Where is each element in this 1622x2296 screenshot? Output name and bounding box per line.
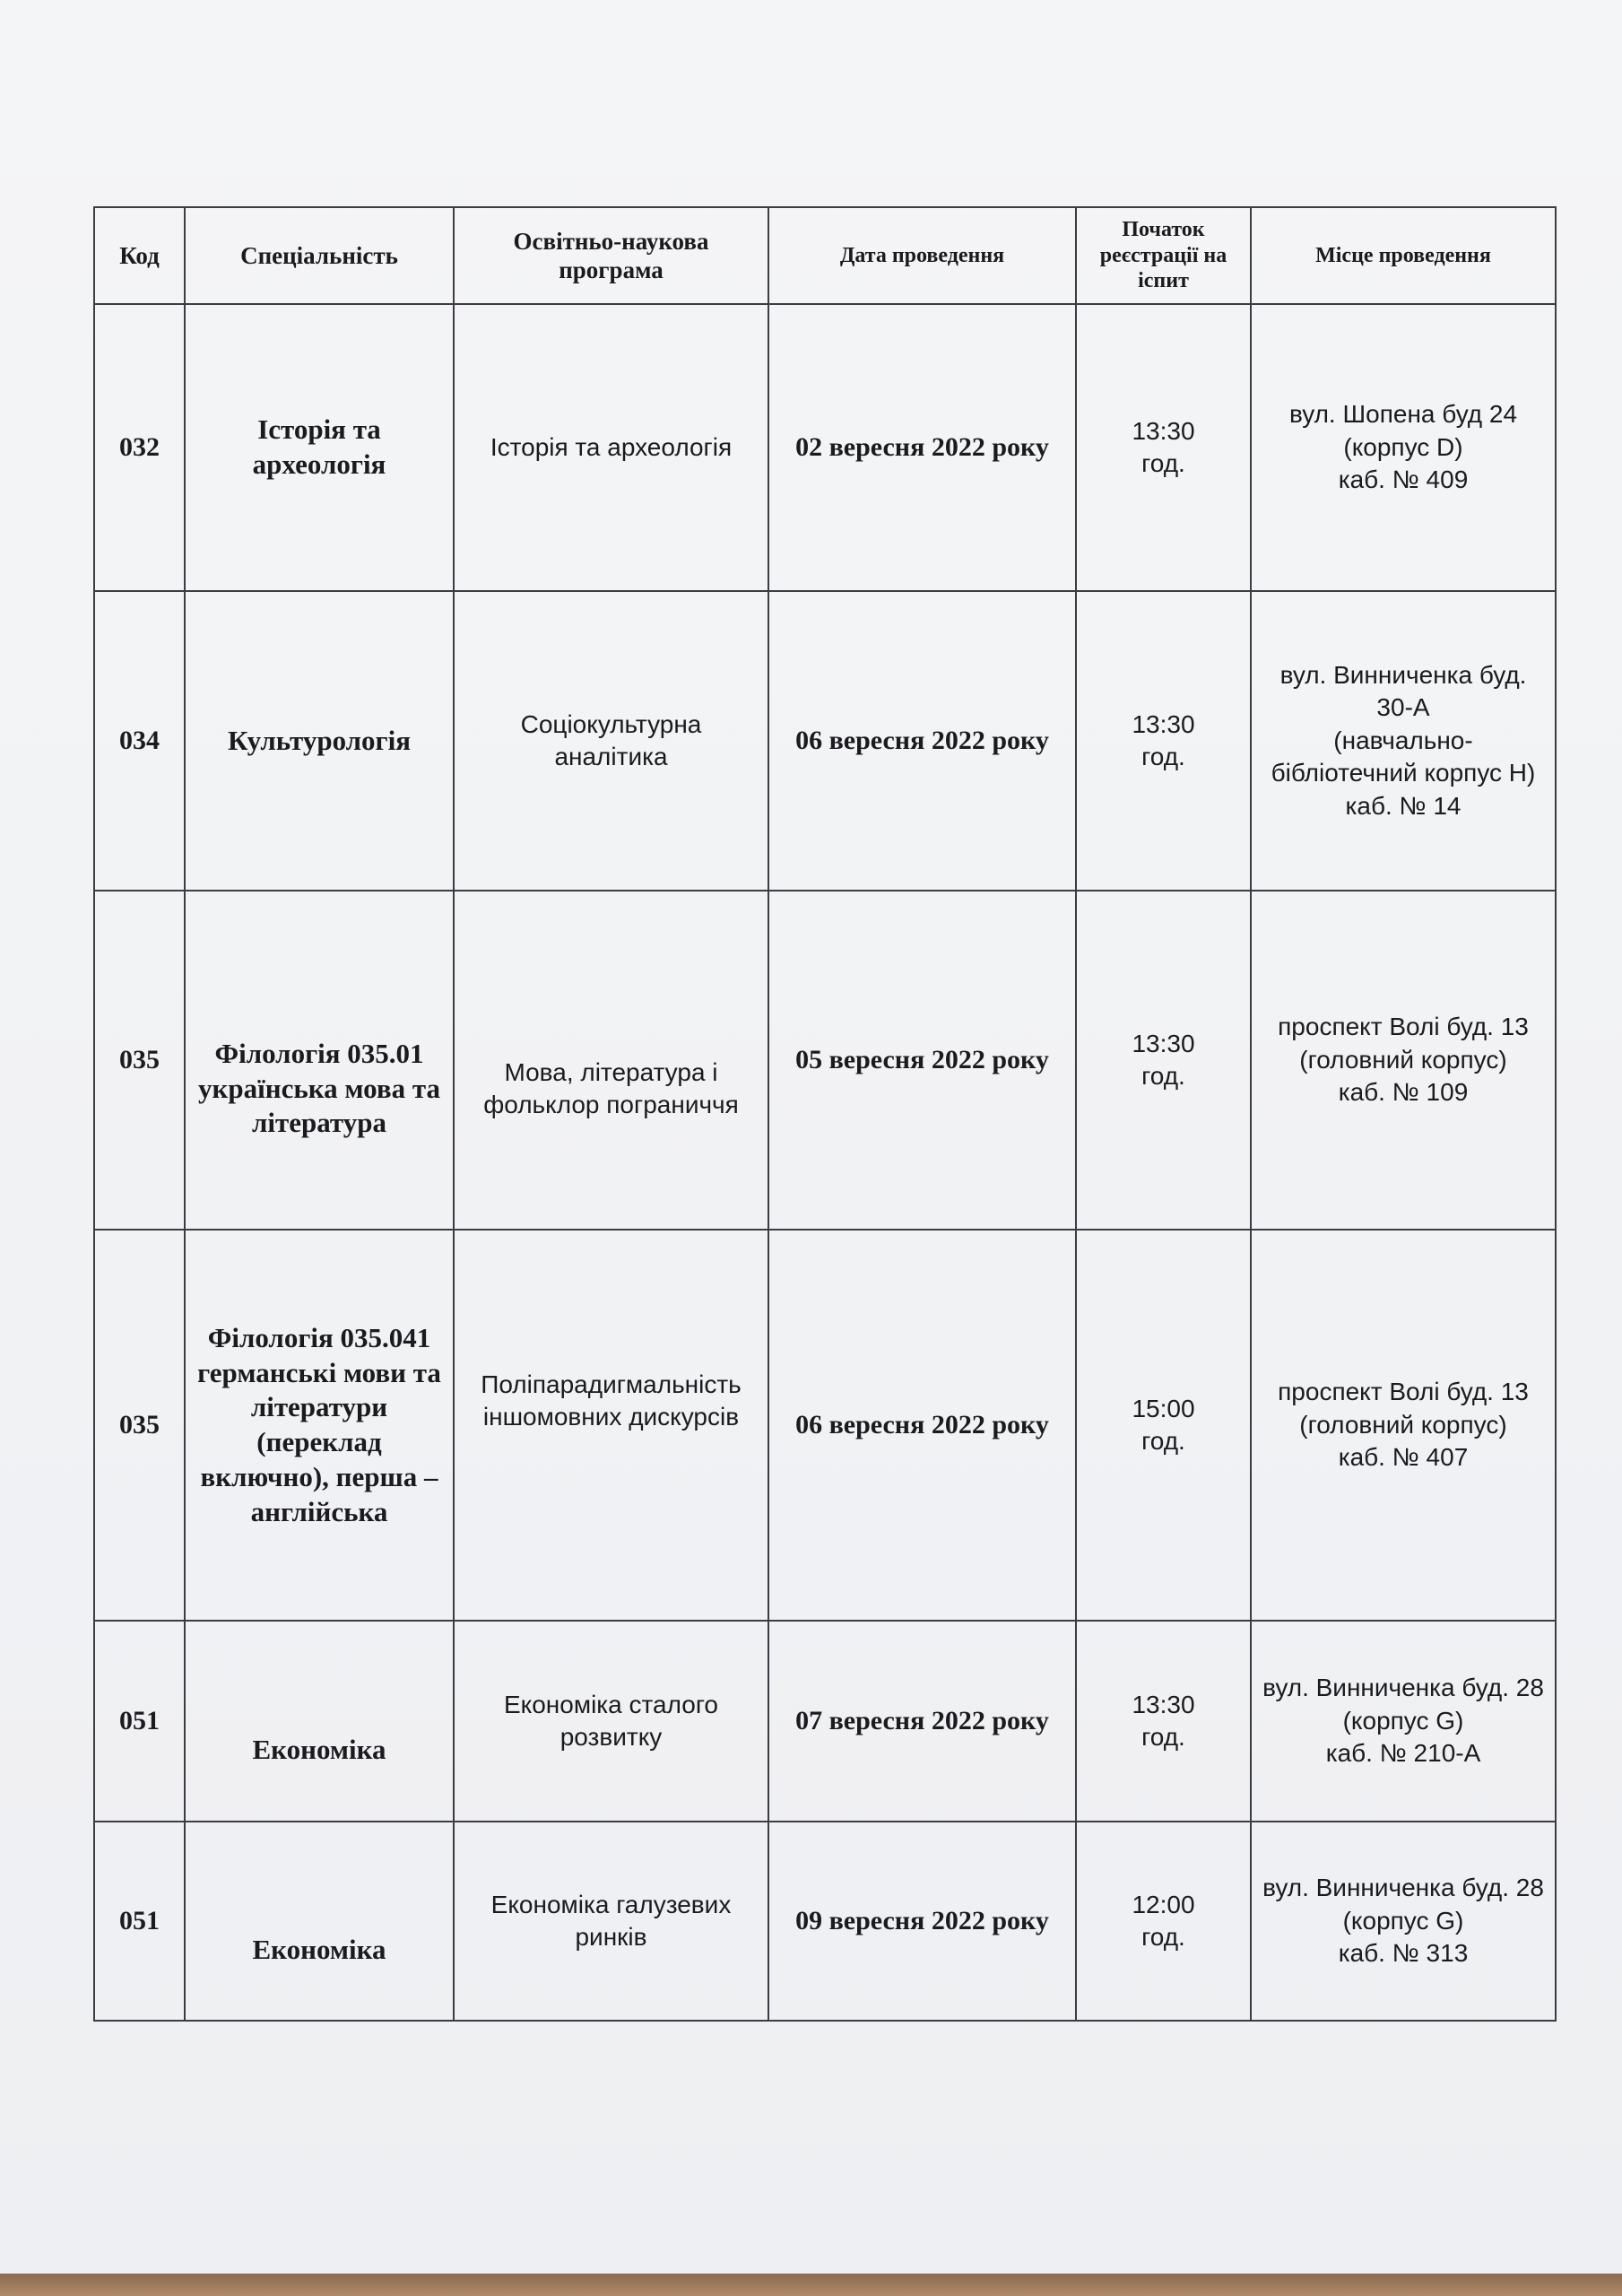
time-value: 12:00 (1132, 1890, 1195, 1918)
table-row (94, 1822, 1556, 2021)
cell-code: 032 (94, 304, 185, 591)
cell-program: Економіка галузевих ринків (454, 1822, 768, 2021)
cell-specialty: Історія та археологія (185, 304, 454, 591)
cell-place (1251, 891, 1556, 1230)
cell-date: 06 вересня 2022 року (768, 1230, 1076, 1621)
place-street: проспект Волі буд. 13 (1278, 1378, 1529, 1406)
place-building: (головний корпус) (1299, 1045, 1507, 1074)
header-specialty: Спеціальність (185, 207, 454, 304)
place-building: (корпус D) (1343, 432, 1463, 461)
header-date: Дата проведення (768, 207, 1076, 304)
time-unit: год. (1141, 449, 1185, 477)
place-room: каб. № 407 (1338, 1443, 1469, 1472)
cell-program: Мова, література і фольклор пограниччя (454, 891, 768, 1230)
header-code: Код (94, 207, 185, 304)
cell-specialty: Філологія 035.01 українська мова та література (185, 891, 454, 1230)
time-value: 13:30 (1132, 1029, 1195, 1057)
place-street: проспект Волі буд. 13 (1278, 1013, 1529, 1041)
cell-time (1076, 304, 1251, 591)
time-unit: год. (1141, 1427, 1185, 1455)
header-registration: Початок реєстрації на іспит (1076, 207, 1251, 304)
cell-place (1251, 1230, 1556, 1621)
place-room: каб. № 409 (1338, 465, 1469, 494)
cell-date: 02 вересня 2022 року (768, 304, 1076, 591)
cell-time (1076, 1230, 1251, 1621)
place-room: каб. № 14 (1345, 791, 1462, 820)
table-row (94, 1621, 1556, 1822)
cell-time (1076, 891, 1251, 1230)
place-building: (навчально-бібліотечний корпус H) (1271, 726, 1536, 787)
cell-program: Поліпарадигмальність іншомовних дискурсів (454, 1230, 768, 1621)
cell-code: 035 (94, 1230, 185, 1621)
cell-date: 07 вересня 2022 року (768, 1621, 1076, 1822)
place-building: (корпус G) (1342, 1906, 1464, 1935)
place-room: каб. № 313 (1338, 1939, 1469, 1968)
header-program: Освітньо-наукова програма (454, 207, 768, 304)
cell-place (1251, 1621, 1556, 1822)
cell-code: 051 (94, 1822, 185, 2021)
exam-schedule-table (93, 206, 1557, 2022)
header-row (94, 207, 1556, 304)
cell-code: 035 (94, 891, 185, 1230)
cell-place (1251, 304, 1556, 591)
cell-program: Соціокультурна аналітика (454, 591, 768, 891)
cell-time (1076, 591, 1251, 891)
header-place: Місце проведення (1251, 207, 1556, 304)
place-street: вул. Винниченка буд. 28 (1262, 1874, 1544, 1902)
time-unit: год. (1141, 1923, 1185, 1951)
table-body (94, 304, 1556, 2021)
cell-specialty: Філологія 035.041 германські мови та літератури (переклад включно), перша – англійська (185, 1230, 454, 1621)
cell-time (1076, 1822, 1251, 2021)
cell-time (1076, 1621, 1251, 1822)
cell-date: 06 вересня 2022 року (768, 591, 1076, 891)
table-row (94, 591, 1556, 891)
time-value: 13:30 (1132, 709, 1195, 738)
cell-specialty: Економіка (185, 1621, 454, 1822)
cell-code: 051 (94, 1621, 185, 1822)
time-value: 15:00 (1132, 1394, 1195, 1422)
table-header (94, 207, 1556, 304)
cell-date: 09 вересня 2022 року (768, 1822, 1076, 2021)
place-street: вул. Винниченка буд. 30-А (1279, 661, 1527, 722)
desk-surface (0, 2274, 1622, 2296)
place-street: вул. Шопена буд 24 (1288, 400, 1518, 429)
table-row (94, 891, 1556, 1230)
cell-place (1251, 1822, 1556, 2021)
cell-specialty: Економіка (185, 1822, 454, 2021)
cell-date: 05 вересня 2022 року (768, 891, 1076, 1230)
table-row (94, 304, 1556, 591)
time-value: 13:30 (1132, 1690, 1195, 1718)
cell-code: 034 (94, 591, 185, 891)
place-room: каб. № 210-А (1325, 1739, 1481, 1768)
time-unit: год. (1141, 743, 1185, 770)
cell-program: Економіка сталого розвитку (454, 1621, 768, 1822)
cell-specialty: Культурологія (185, 591, 454, 891)
place-building: (корпус G) (1342, 1706, 1464, 1735)
time-unit: год. (1141, 1062, 1185, 1090)
place-building: (головний корпус) (1299, 1410, 1507, 1439)
time-value: 13:30 (1132, 416, 1195, 445)
cell-place (1251, 591, 1556, 891)
place-room: каб. № 109 (1338, 1078, 1469, 1107)
table-row (94, 1230, 1556, 1621)
cell-program: Історія та археологія (454, 304, 768, 591)
place-street: вул. Винниченка буд. 28 (1262, 1674, 1544, 1702)
time-unit: год. (1141, 1723, 1185, 1751)
